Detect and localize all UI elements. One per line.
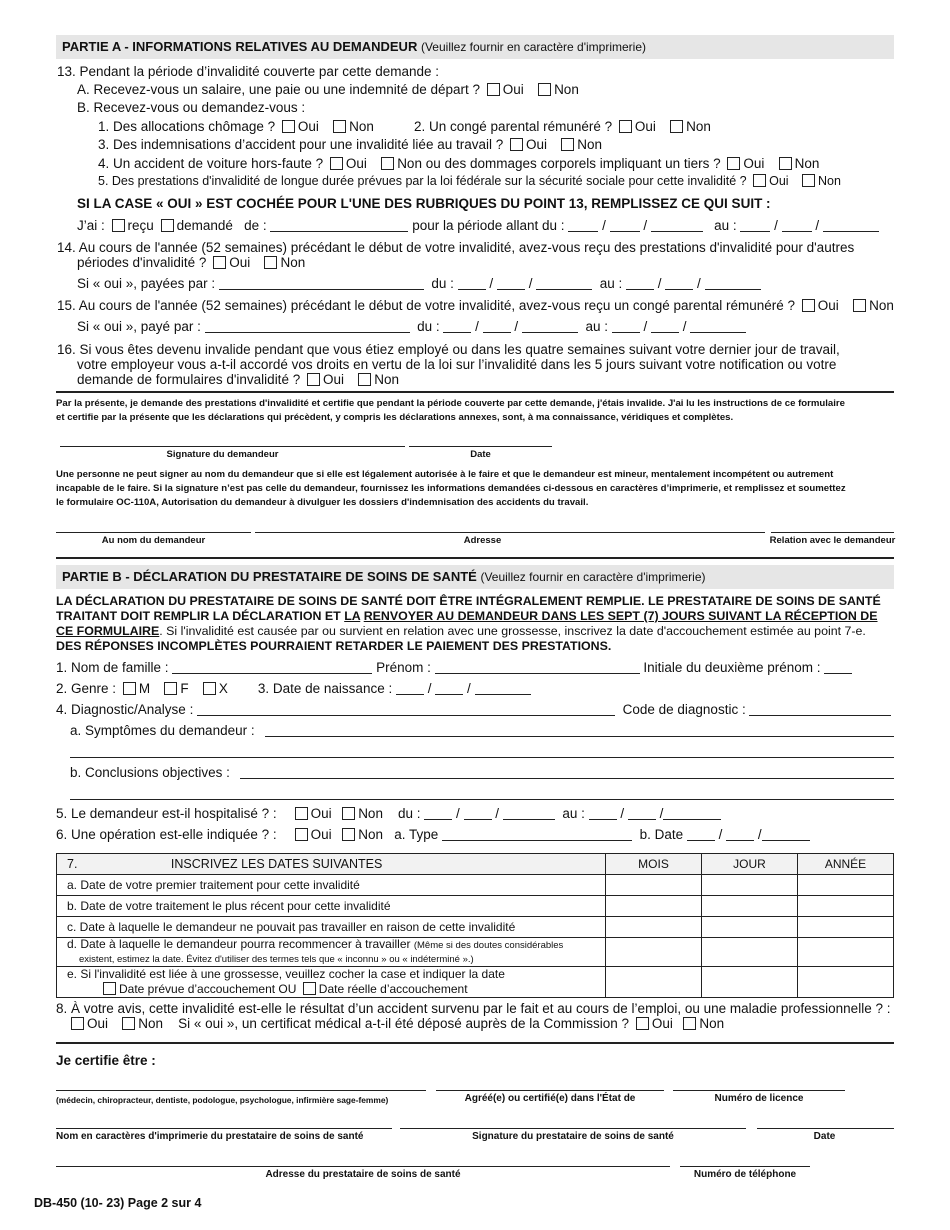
t7-b-jour[interactable] xyxy=(702,896,798,917)
q8b-oui-checkbox[interactable] xyxy=(636,1017,649,1030)
claimant-signature-label: Signature du demandeur xyxy=(166,449,279,460)
t7-c-label: c. Date à laquelle le demandeur ne pouvait pas travailler en raison de cette invalidité xyxy=(57,917,606,938)
q16-line1: 16. Si vous êtes devenu invalide pendant que vous étiez employé ou dans les quatre semaines suivant votre dernier jour de travail, xyxy=(57,342,840,357)
q14-from-year[interactable] xyxy=(536,277,592,290)
table-row xyxy=(57,896,894,917)
q13-source-field[interactable] xyxy=(270,219,408,232)
q15-detail-row: Si « oui », payé par : du : / / au : / / xyxy=(77,319,746,334)
t7-header: INSCRIVEZ LES DATES SUIVANTES xyxy=(170,857,383,871)
non-label: Non xyxy=(280,255,306,270)
t7-c-jour[interactable] xyxy=(702,917,798,938)
au-label: au : xyxy=(714,218,737,233)
t7-d-jour[interactable] xyxy=(702,938,798,967)
licence-line[interactable] xyxy=(673,1090,845,1091)
certify-label: Je certifie être : xyxy=(56,1053,156,1068)
q13b2-non-checkbox[interactable] xyxy=(670,120,683,133)
t7-c-annee[interactable] xyxy=(798,917,894,938)
address-line[interactable] xyxy=(255,532,765,533)
surgery-date-label: b. Date xyxy=(639,827,684,842)
q13-from-day[interactable] xyxy=(610,219,640,232)
firstname-field[interactable] xyxy=(435,661,640,674)
t7-d-label: d. Date à laquelle le demandeur pourra recommencer à travailler xyxy=(67,937,411,951)
gender-m-label: M xyxy=(138,681,151,696)
q15-non-checkbox[interactable] xyxy=(853,299,866,312)
oui-label: Oui xyxy=(310,827,332,842)
intro2a: TRAITANT DOIT REMPLIR LA DÉCLARATION ET xyxy=(56,609,341,623)
au-label: au : xyxy=(562,806,585,821)
recu-label: reçu xyxy=(127,218,154,233)
dob-day[interactable] xyxy=(435,682,463,695)
table-header-cell xyxy=(57,854,606,875)
q15-oui-checkbox[interactable] xyxy=(802,299,815,312)
findings-field[interactable] xyxy=(240,778,894,779)
q13b1-label: 1. Des allocations chômage ? xyxy=(98,119,276,134)
intro-line4: DES RÉPONSES INCOMPLÈTES POURRAIENT RETARDER LE PAIEMENT DES PRESTATIONS. xyxy=(56,639,612,653)
q13b-label: B. Recevez-vous ou demandez-vous : xyxy=(77,100,306,115)
t7-b-label: b. Date de votre traitement le plus récent pour cette invalidité xyxy=(57,896,606,917)
intro-line3 xyxy=(56,624,866,638)
q13b3-non-checkbox[interactable] xyxy=(561,138,574,151)
oui-label: Oui xyxy=(817,298,839,313)
t7-e-annee[interactable] xyxy=(798,967,894,998)
q8b-label: Si « oui », un certificat médical a-t-il été déposé auprès de la Commission ? xyxy=(178,1016,630,1031)
relation-label: Relation avec le demandeur xyxy=(769,535,896,546)
symptoms-label: a. Symptômes du demandeur : xyxy=(70,723,255,738)
demande-checkbox[interactable] xyxy=(161,219,174,232)
oui-label: Oui xyxy=(634,119,656,134)
gender-x-checkbox[interactable] xyxy=(203,682,216,695)
divider xyxy=(56,391,894,393)
hospitalized-oui-checkbox[interactable] xyxy=(295,807,308,820)
q13b5-oui-checkbox[interactable] xyxy=(753,174,766,187)
symptoms-field[interactable] xyxy=(265,736,894,737)
non-label: Non xyxy=(554,82,579,97)
gender-label: 2. Genre : xyxy=(56,681,117,696)
oui-label: Oui xyxy=(769,174,789,188)
intro3b: . Si l'invalidité est causée par ou survient en relation avec une grossesse, inscrivez la date d'accouchement estimée au point 7-e. xyxy=(159,624,866,638)
provider-address-label: Adresse du prestataire de soins de santé xyxy=(265,1169,461,1180)
q13-to-month[interactable] xyxy=(740,219,770,232)
hospitalized-label: 5. Le demandeur est-il hospitalisé ? : xyxy=(56,806,277,821)
q13-from-month[interactable] xyxy=(568,219,598,232)
q8-label: 8. À votre avis, cette invalidité est-elle le résultat d’un accident survenu par le fait et au cours de l’emploi, ou une maladie professionnelle ? : xyxy=(56,1001,891,1016)
t7-d-mois[interactable] xyxy=(606,938,702,967)
t7-jour-header: JOUR xyxy=(702,854,798,875)
surgery-year[interactable] xyxy=(762,828,810,841)
table-header-row xyxy=(57,854,894,875)
b4-row xyxy=(56,702,891,717)
recu-checkbox[interactable] xyxy=(112,219,125,232)
non-label: Non xyxy=(577,137,603,152)
claimant-signature-line[interactable] xyxy=(60,446,405,447)
oui-label: Oui xyxy=(526,137,548,152)
q15-from-year[interactable] xyxy=(522,320,578,333)
state-label: Agréé(e) ou certifié(e) dans l'État de xyxy=(464,1093,636,1104)
b1-row xyxy=(56,660,852,675)
q13b4b-non-checkbox[interactable] xyxy=(779,157,792,170)
q13a-oui-checkbox[interactable] xyxy=(487,83,500,96)
t7-num: 7. xyxy=(67,857,78,871)
q13b3-oui-checkbox[interactable] xyxy=(510,138,523,151)
du-label: du : xyxy=(431,276,454,291)
intro2b: LA xyxy=(344,609,361,623)
part-a-subtitle: (Veuillez fournir en caractère d'imprimerie) xyxy=(420,40,647,54)
q16-oui-checkbox[interactable] xyxy=(307,373,320,386)
provider-name-label: Nom en caractères d'imprimerie du prestataire de soins de santé xyxy=(56,1131,364,1142)
q13a-label: A. Recevez-vous un salaire, une paie ou une indemnité de départ ? xyxy=(77,82,481,97)
non-label: Non xyxy=(349,119,374,134)
q16-row3 xyxy=(77,372,399,387)
profession-line[interactable] xyxy=(56,1090,426,1091)
q13b1-oui-checkbox[interactable] xyxy=(282,120,295,133)
q14-paid-by-label: Si « oui », payées par : xyxy=(77,276,216,291)
q13b4-row xyxy=(98,156,819,171)
diagnosis-field[interactable] xyxy=(197,703,615,716)
q14b-label: périodes d'invalidité ? xyxy=(77,255,207,270)
q13-label: 13. Pendant la période d’invalidité couverte par cette demande : xyxy=(57,64,440,79)
hosp-from-day[interactable] xyxy=(464,807,492,820)
non-label: Non xyxy=(358,806,383,821)
divider xyxy=(56,557,894,559)
oui-label: Oui xyxy=(310,806,332,821)
part-b-title: PARTIE B - DÉCLARATION DU PRESTATAIRE DE SOINS DE SANTÉ xyxy=(62,569,477,584)
proxy-line2: incapable de le faire. Si la signature n’est pas celle du demandeur, fournissez les informations demandées ci-dessous en caractères d’imprimerie, et remplissez et soumettez xyxy=(56,483,846,494)
q13-detail-row: J’ai : reçu demandé de : pour la période allant du : / / au : / / xyxy=(77,218,879,233)
t7-annee-header: ANNÉE xyxy=(798,854,894,875)
q13-to-year[interactable] xyxy=(823,219,879,232)
t7-mois-header: MOIS xyxy=(606,854,702,875)
oui-label: Oui xyxy=(229,255,251,270)
q13b1-non-checkbox[interactable] xyxy=(333,120,346,133)
q13b4a-oui-checkbox[interactable] xyxy=(330,157,343,170)
q14-to-day[interactable] xyxy=(665,277,693,290)
t7-e-actual-checkbox[interactable] xyxy=(303,982,316,995)
non-label: Non xyxy=(138,1016,164,1031)
non-label: Non xyxy=(397,156,422,171)
q13b2-oui-checkbox[interactable] xyxy=(619,120,632,133)
table-row xyxy=(57,938,894,967)
hosp-from-month[interactable] xyxy=(424,807,452,820)
q13b2-label: 2. Un congé parental rémunéré ? xyxy=(414,119,613,134)
diagnosis-label: 4. Diagnostic/Analyse : xyxy=(56,702,194,717)
lastname-label: 1. Nom de famille : xyxy=(56,660,169,675)
q14-from-month[interactable] xyxy=(458,277,486,290)
address-label: Adresse xyxy=(463,535,502,546)
du-label: du : xyxy=(397,806,421,821)
provider-name-line[interactable] xyxy=(56,1128,392,1129)
part-a-title: PARTIE A - INFORMATIONS RELATIVES AU DEMANDEUR xyxy=(62,39,418,54)
hosp-to-day[interactable] xyxy=(628,807,656,820)
t7-e-cell xyxy=(57,967,606,998)
demande-label: demandé xyxy=(176,218,233,233)
oui-label: Oui xyxy=(87,1016,109,1031)
dates-table xyxy=(56,853,894,998)
table-row xyxy=(57,875,894,896)
surgery-oui-checkbox[interactable] xyxy=(295,828,308,841)
q13b2-row xyxy=(414,119,711,134)
on-behalf-line[interactable] xyxy=(56,532,251,533)
relation-line[interactable] xyxy=(771,532,894,533)
q8b-non-checkbox[interactable] xyxy=(683,1017,696,1030)
q13-to-day[interactable] xyxy=(782,219,812,232)
non-label: Non xyxy=(686,119,711,134)
q14-label: 14. Au cours de l'année (52 semaines) précédant le début de votre invalidité, avez-vous reçu des prestations d'invalidité pour d'autres xyxy=(57,240,855,255)
t7-e-mois[interactable] xyxy=(606,967,702,998)
surgery-type-label: a. Type xyxy=(394,827,439,842)
b2-row: 2. Genre : M F X 3. Date de naissance : / / xyxy=(56,681,531,696)
claimant-date-label: Date xyxy=(470,449,491,460)
state-line[interactable] xyxy=(436,1090,664,1091)
footer-form-id: DB-450 (10- 23) Page 2 sur 4 xyxy=(34,1196,202,1210)
part-b-header xyxy=(56,565,894,589)
diagnosis-code-label: Code de diagnostic : xyxy=(622,702,746,717)
surgery-type-field[interactable] xyxy=(442,828,632,841)
q14-detail-row: Si « oui », payées par : du : / / au : / / xyxy=(77,276,761,291)
table-row xyxy=(57,967,894,998)
firstname-label: Prénom : xyxy=(376,660,431,675)
t7-a-mois[interactable] xyxy=(606,875,702,896)
q13-note: SI LA CASE « OUI » EST COCHÉE POUR L'UNE DES RUBRIQUES DU POINT 13, REMPLISSEZ CE QUI SUIT : xyxy=(77,196,771,211)
cert-line1: Par la présente, je demande des prestations d'invalidité et certifie que pendant la période couverte par cette demande, j'étais invalide. J'ai lu les instructions de ce formulaire xyxy=(56,398,845,409)
q16c-label: demande de formulaires d'invalidité ? xyxy=(77,372,301,387)
q13b4a-non-checkbox[interactable] xyxy=(381,157,394,170)
q15-paid-by-label: Si « oui », payé par : xyxy=(77,319,201,334)
q15-to-year[interactable] xyxy=(690,320,746,333)
findings-label: b. Conclusions objectives : xyxy=(70,765,230,780)
provider-date-line[interactable] xyxy=(757,1128,894,1129)
q15-to-day[interactable] xyxy=(651,320,679,333)
q13-from-year[interactable] xyxy=(651,219,703,232)
q14-from-day[interactable] xyxy=(497,277,525,290)
gender-m-checkbox[interactable] xyxy=(123,682,136,695)
non-label: Non xyxy=(794,156,820,171)
q15-paid-by-field[interactable] xyxy=(205,320,410,333)
t7-d-annee[interactable] xyxy=(798,938,894,967)
q13b3-row xyxy=(98,137,602,152)
findings-field-2[interactable] xyxy=(70,799,894,800)
q13b5-non-checkbox[interactable] xyxy=(802,174,815,187)
q14-non-checkbox[interactable] xyxy=(264,256,277,269)
gender-x-label: X xyxy=(218,681,228,696)
intro-line1: LA DÉCLARATION DU PRESTATAIRE DE SOINS DE SANTÉ DOIT ÊTRE INTÉGRALEMENT REMPLIE. LE PRESTATAIRE DE SOINS DE SANTÉ xyxy=(56,594,881,608)
hosp-to-year[interactable] xyxy=(663,807,721,820)
intro3a: CE FORMULAIRE xyxy=(56,624,160,638)
non-label: Non xyxy=(374,372,400,387)
dob-label: 3. Date de naissance : xyxy=(257,681,393,696)
surgery-label: 6. Une opération est-elle indiquée ? : xyxy=(56,827,277,842)
cert-line2: et certifie par la présente que les déclarations qui précèdent, y compris les déclarations annexes, sont, à ma connaissance, véridiques et complètes. xyxy=(56,412,734,423)
t7-e-label: e. Si l'invalidité est liée à une grossesse, veuillez cocher la case et indiquer la date xyxy=(67,967,505,981)
t7-d-note1: (Même si des doutes considérables xyxy=(413,940,564,951)
q15-label: 15. Au cours de l'année (52 semaines) précédant le début de votre invalidité, avez-vous reçu un congé parental rémunéré ? xyxy=(57,298,796,313)
middle-initial-field[interactable] xyxy=(824,661,852,674)
on-behalf-label: Au nom du demandeur xyxy=(101,535,206,546)
hosp-to-month[interactable] xyxy=(589,807,617,820)
q13b4b-label: ou des dommages corporels impliquant un tiers ? xyxy=(425,156,721,171)
part-a-header xyxy=(56,35,894,59)
provider-phone-label: Numéro de téléphone xyxy=(693,1169,797,1180)
q13b1-row xyxy=(98,119,374,134)
q14-row2 xyxy=(77,255,305,270)
surgery-month[interactable] xyxy=(687,828,715,841)
q15-row xyxy=(57,298,894,313)
t7-a-jour[interactable] xyxy=(702,875,798,896)
t7-c-mois[interactable] xyxy=(606,917,702,938)
part-b-subtitle: (Veuillez fournir en caractère d'imprimerie) xyxy=(480,570,706,584)
q16-line2: votre employeur vous a-t-il accordé vos droits en vertu de la loi sur l’invalidité dans les 5 jours suivant votre notification ou votre xyxy=(77,357,837,372)
hosp-from-year[interactable] xyxy=(503,807,555,820)
divider xyxy=(56,1042,894,1044)
b6-row: 6. Une opération est-elle indiquée ? : Oui Non a. Type b. Date / / xyxy=(56,827,810,842)
q14-to-year[interactable] xyxy=(705,277,761,290)
surgery-day[interactable] xyxy=(726,828,754,841)
q8-oui-checkbox[interactable] xyxy=(71,1017,84,1030)
t7-b-mois[interactable] xyxy=(606,896,702,917)
q15-from-month[interactable] xyxy=(443,320,471,333)
intro-line2 xyxy=(56,609,878,623)
oui-label: Oui xyxy=(651,1016,673,1031)
de-label: de : xyxy=(244,218,267,233)
t7-e-jour[interactable] xyxy=(702,967,798,998)
table-row xyxy=(57,917,894,938)
periode-label: pour la période allant du : xyxy=(412,218,565,233)
surgery-non-checkbox[interactable] xyxy=(342,828,355,841)
q13b5-label: 5. Des prestations d'invalidité de longue durée prévues par la loi fédérale sur la sécurité sociale pour cette invalidité ? xyxy=(98,174,747,188)
t7-b-annee[interactable] xyxy=(798,896,894,917)
t7-d-cell xyxy=(57,938,606,967)
lastname-field[interactable] xyxy=(172,661,372,674)
gender-f-checkbox[interactable] xyxy=(164,682,177,695)
q14-paid-by-field[interactable] xyxy=(219,277,424,290)
q8-non-checkbox[interactable] xyxy=(122,1017,135,1030)
non-label: Non xyxy=(817,174,841,188)
q15-from-day[interactable] xyxy=(483,320,511,333)
oui-label: Oui xyxy=(322,372,344,387)
q15-to-month[interactable] xyxy=(612,320,640,333)
q14-to-month[interactable] xyxy=(626,277,654,290)
oui-label: Oui xyxy=(502,82,524,97)
t7-e1-label: Date prévue d’accouchement OU xyxy=(119,982,297,996)
hospitalized-non-checkbox[interactable] xyxy=(342,807,355,820)
t7-e-expected-checkbox[interactable] xyxy=(103,982,116,995)
q13b4a-label: 4. Un accident de voiture hors-faute ? xyxy=(98,156,324,171)
q13b3-label: 3. Des indemnisations d’accident pour une invalidité liée au travail ? xyxy=(98,137,504,152)
gender-f-label: F xyxy=(180,681,189,696)
t7-a-label: a. Date de votre premier traitement pour cette invalidité xyxy=(57,875,606,896)
q8-row2 xyxy=(68,1016,724,1031)
non-label: Non xyxy=(699,1016,725,1031)
t7-a-annee[interactable] xyxy=(798,875,894,896)
q14-oui-checkbox[interactable] xyxy=(213,256,226,269)
q13a-non-checkbox[interactable] xyxy=(538,83,551,96)
claimant-date-line[interactable] xyxy=(409,446,552,447)
du-label: du : xyxy=(417,319,440,334)
symptoms-field-2[interactable] xyxy=(70,757,894,758)
q13b4b-oui-checkbox[interactable] xyxy=(727,157,740,170)
t7-e2-label: Date réelle d’accouchement xyxy=(318,982,468,996)
b5-row: 5. Le demandeur est-il hospitalisé ? : Oui Non du : / / au : / / xyxy=(56,806,721,821)
au-label: au : xyxy=(585,319,608,334)
middle-initial-label: Initiale du deuxième prénom : xyxy=(643,660,821,675)
proxy-line3: le formulaire OC-110A, Autorisation du demandeur à divulguer les dossiers d'indemnisation des accidents du travail. xyxy=(56,497,589,508)
q13a-row xyxy=(77,82,579,97)
au-label: au : xyxy=(599,276,623,291)
jai-label: J’ai : xyxy=(77,218,105,233)
licence-label: Numéro de licence xyxy=(714,1093,804,1104)
non-label: Non xyxy=(869,298,894,313)
proxy-line1: Une personne ne peut signer au nom du demandeur que si elle est légalement autorisée à le faire et que le demandeur est mineur, mentalement incompétent ou autrement xyxy=(56,469,834,480)
provider-signature-line[interactable] xyxy=(400,1128,746,1129)
diagnosis-code-field[interactable] xyxy=(749,703,891,716)
profession-label: (médecin, chiropracteur, dentiste, podologue, psychologue, infirmière sage-femme) xyxy=(56,1095,389,1105)
provider-date-label: Date xyxy=(813,1131,836,1142)
q13b5-row xyxy=(98,174,841,188)
q16-non-checkbox[interactable] xyxy=(358,373,371,386)
non-label: Non xyxy=(358,827,383,842)
provider-phone-line[interactable] xyxy=(680,1166,810,1167)
provider-address-line[interactable] xyxy=(56,1166,670,1167)
oui-label: Oui xyxy=(297,119,319,134)
oui-label: Oui xyxy=(743,156,765,171)
intro2c: RENVOYER AU DEMANDEUR DANS LES SEPT (7) JOURS SUIVANT LA RÉCEPTION DE xyxy=(363,609,878,623)
t7-d-note2: existent, estimez la date. Évitez d'utiliser des termes tels que « inconnu » ou « indéterminé ».) xyxy=(79,954,474,965)
provider-signature-label: Signature du prestataire de soins de santé xyxy=(472,1131,674,1142)
dob-month[interactable] xyxy=(396,682,424,695)
oui-label: Oui xyxy=(345,156,367,171)
dob-year[interactable] xyxy=(475,682,531,695)
